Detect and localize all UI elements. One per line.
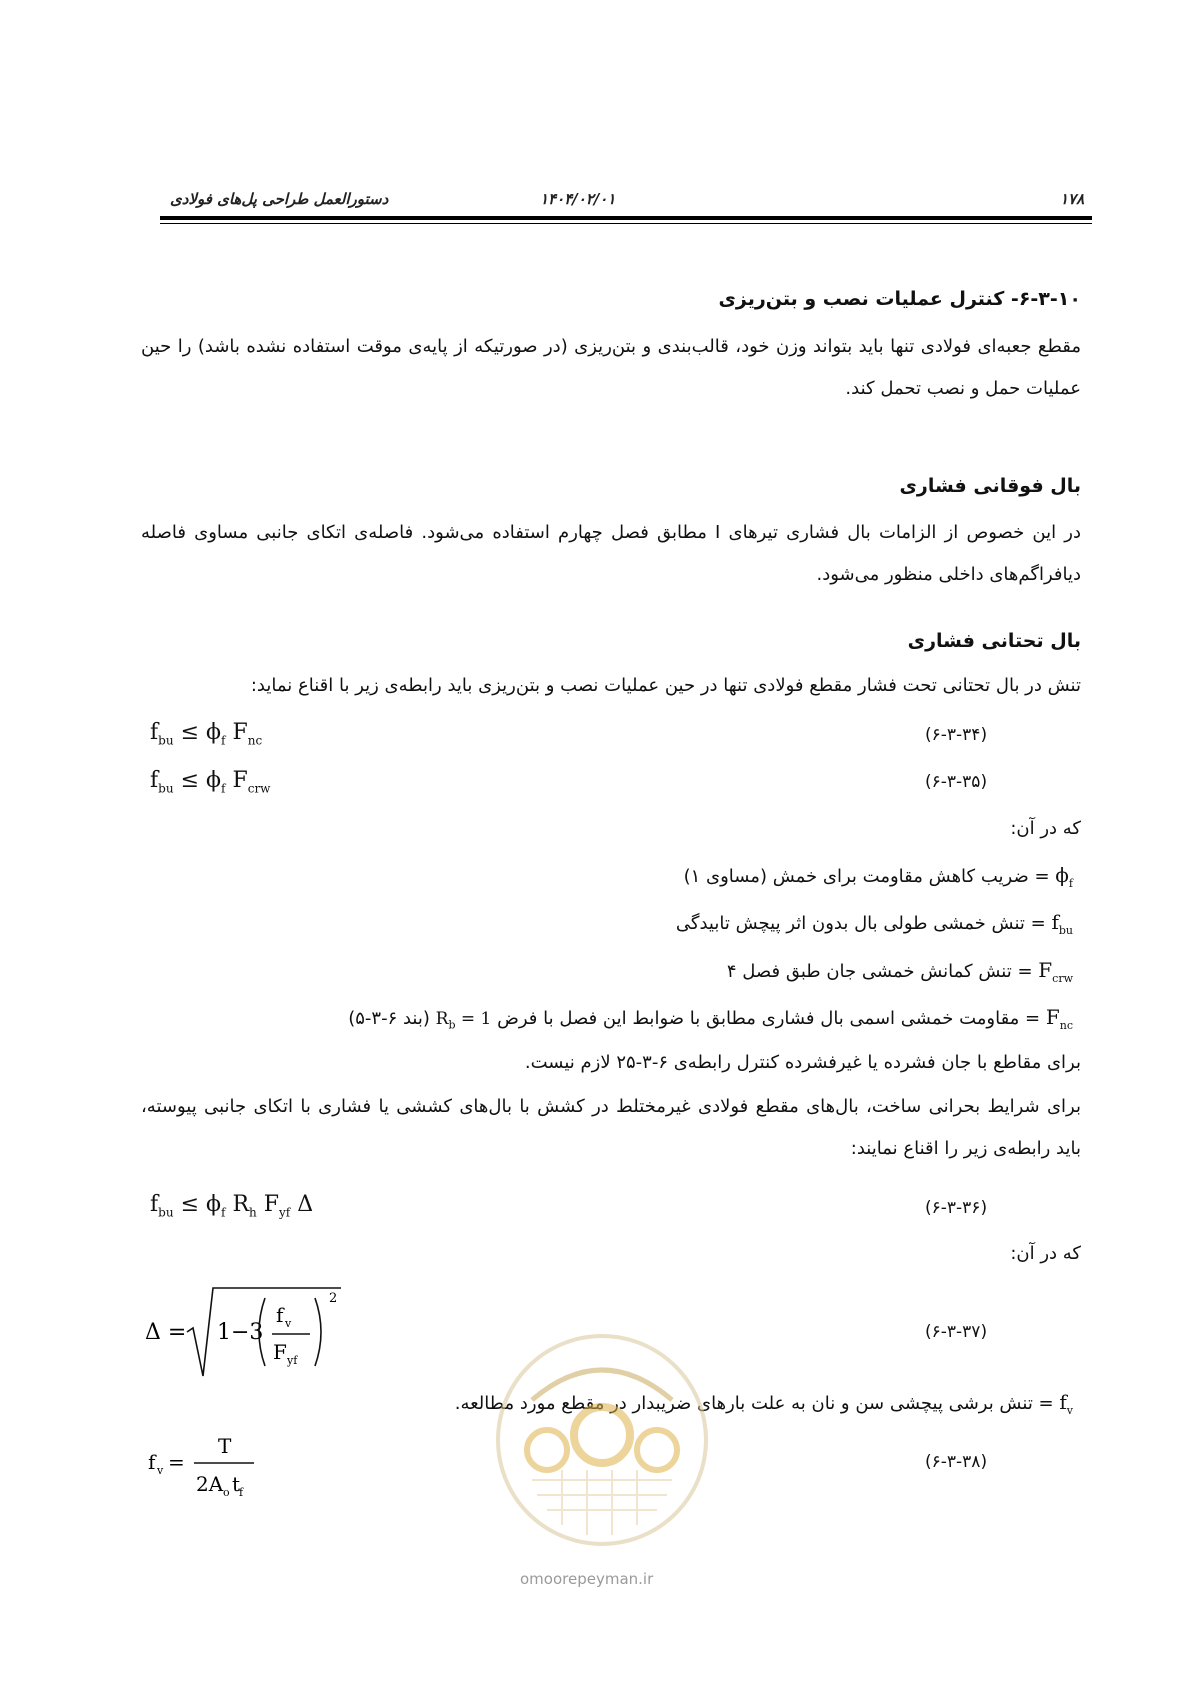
def-phi-f-text: = ضریب کاهش مقاومت برای خمش (مساوی ۱)	[683, 866, 1050, 887]
formula-eq37	[145, 1282, 345, 1382]
def-f-nc: $F_{nc}$ = مقاومت خمشی اسمی بال فشاری مطابق با ضوابط این فصل با فرض $R_b = 1$ (بند ۶-۳-۵)	[348, 1005, 1073, 1032]
formula-eq35: $f_{bu} \le \phi_f$ $F_{crw}$	[150, 768, 271, 796]
svg-text:yf: yf	[287, 1354, 298, 1367]
svg-text:2A: 2A	[196, 1472, 224, 1496]
top-flange-heading: بال فوقانی فشاری	[899, 475, 1081, 497]
def-f-nc-ref: (بند ۶-۳-۵)	[348, 1008, 430, 1029]
eq38-number: (۶-۳-۳۸)	[925, 1452, 988, 1472]
svg-text:f: f	[276, 1303, 284, 1327]
svg-text:f: f	[148, 1450, 156, 1474]
eq36-number: (۶-۳-۳۶)	[925, 1198, 988, 1218]
where-label-1: که در آن:	[1010, 818, 1081, 839]
formula-eq34: $f_{bu} \le \phi_f$ $F_{nc}$	[150, 720, 263, 748]
svg-text:t: t	[232, 1472, 241, 1496]
page-number: ۱۷۸	[1060, 190, 1085, 208]
def-f-nc-text: = مقاومت خمشی اسمی بال فشاری مطابق با ضوابط این فصل با فرض	[497, 1008, 1041, 1029]
def-f-v-text: = تنش برشی پیچشی سن و نان به علت بارهای ضریبدار در مقطع مورد مطالعه.	[454, 1393, 1054, 1414]
svg-text:F: F	[273, 1340, 287, 1364]
header-rule-thin	[160, 223, 1092, 224]
svg-text:Δ =: Δ =	[145, 1320, 187, 1345]
svg-text:=: =	[168, 1450, 185, 1474]
def-f-v: $f_v$ = تنش برشی پیچشی سن و نان به علت بارهای ضریبدار در مقطع مورد مطالعه.	[454, 1390, 1073, 1417]
def-f-bu: $f_{bu}$ = تنش خمشی طولی بال بدون اثر پیچش تابیدگی	[675, 910, 1073, 937]
svg-text:2: 2	[329, 1291, 338, 1306]
svg-text:v: v	[157, 1464, 164, 1477]
svg-text:v: v	[285, 1317, 292, 1330]
header-date: ۱۴۰۴/۰۲/۰۱	[540, 190, 616, 208]
def-f-bu-text: = تنش خمشی طولی بال بدون اثر پیچش تابیدگی	[675, 913, 1046, 934]
note-critical-construction: برای شرایط بحرانی ساخت، بال‌های مقطع فولادی غیرمختلط در کشش با بال‌های کششی یا فشاری با اتکای جانبی پیوسته، باید رابطه‌ی زیر را اقناع نمایند:	[141, 1096, 1081, 1159]
eq34-number: (۶-۳-۳۴)	[925, 725, 988, 745]
section-intro: مقطع جعبه‌ای فولادی تنها باید بتواند وزن خود، قالب‌بندی و بتن‌ریزی (در صورتیکه از پایه‌ی موقت استفاده نشده باشد) را حین عملیات حمل و نصب تحمل کند.	[141, 336, 1081, 399]
def-phi-f: $\phi_f$ = ضریب کاهش مقاومت برای خمش (مساوی ۱)	[683, 863, 1073, 890]
header-rule-thick	[160, 216, 1092, 220]
svg-text:1−3: 1−3	[217, 1320, 264, 1345]
bottom-flange-heading: بال تحتانی فشاری	[907, 630, 1081, 652]
bottom-flange-text: تنش در بال تحتانی تحت فشار مقطع فولادی تنها در حین عملیات نصب و بتن‌ریزی باید رابطه‌ی زیر با اقناع نماید:	[250, 675, 1081, 696]
watermark-logo	[492, 1330, 712, 1550]
eq37-number: (۶-۳-۳۷)	[925, 1322, 988, 1342]
note-compact-web: برای مقاطع با جان فشرده یا غیرفشرده کنترل رابطه‌ی ۶-۳-۲۵ لازم نیست.	[524, 1052, 1081, 1073]
formula-eq38	[148, 1425, 288, 1505]
where-label-2: که در آن:	[1010, 1243, 1081, 1264]
section-title: ۶-۳-۱۰- کنترل عملیات نصب و بتن‌ریزی	[718, 288, 1081, 310]
top-flange-text: در این خصوص از الزامات بال فشاری تیرهای I مطابق فصل چهارم استفاده می‌شود. فاصله‌ی اتکای جانبی مساوی فاصله دیافراگم‌های داخلی منظور می‌شود.	[141, 522, 1081, 585]
def-f-crw: $F_{crw}$ = تنش کمانش خمشی جان طبق فصل ۴	[726, 958, 1073, 985]
header-book-title: دستورالعمل طراحی پل‌های فولادی	[170, 190, 389, 208]
svg-text:o: o	[223, 1486, 230, 1499]
svg-text:T: T	[218, 1434, 232, 1458]
def-f-crw-text: = تنش کمانش خمشی جان طبق فصل ۴	[726, 961, 1033, 982]
formula-eq36: $f_{bu} \le \phi_f$ $R_h$ $F_{yf}$ Δ	[150, 1192, 314, 1220]
watermark-site: omoorepeyman.ir	[520, 1570, 654, 1588]
svg-text:f: f	[239, 1486, 244, 1499]
eq35-number: (۶-۳-۳۵)	[925, 772, 988, 792]
